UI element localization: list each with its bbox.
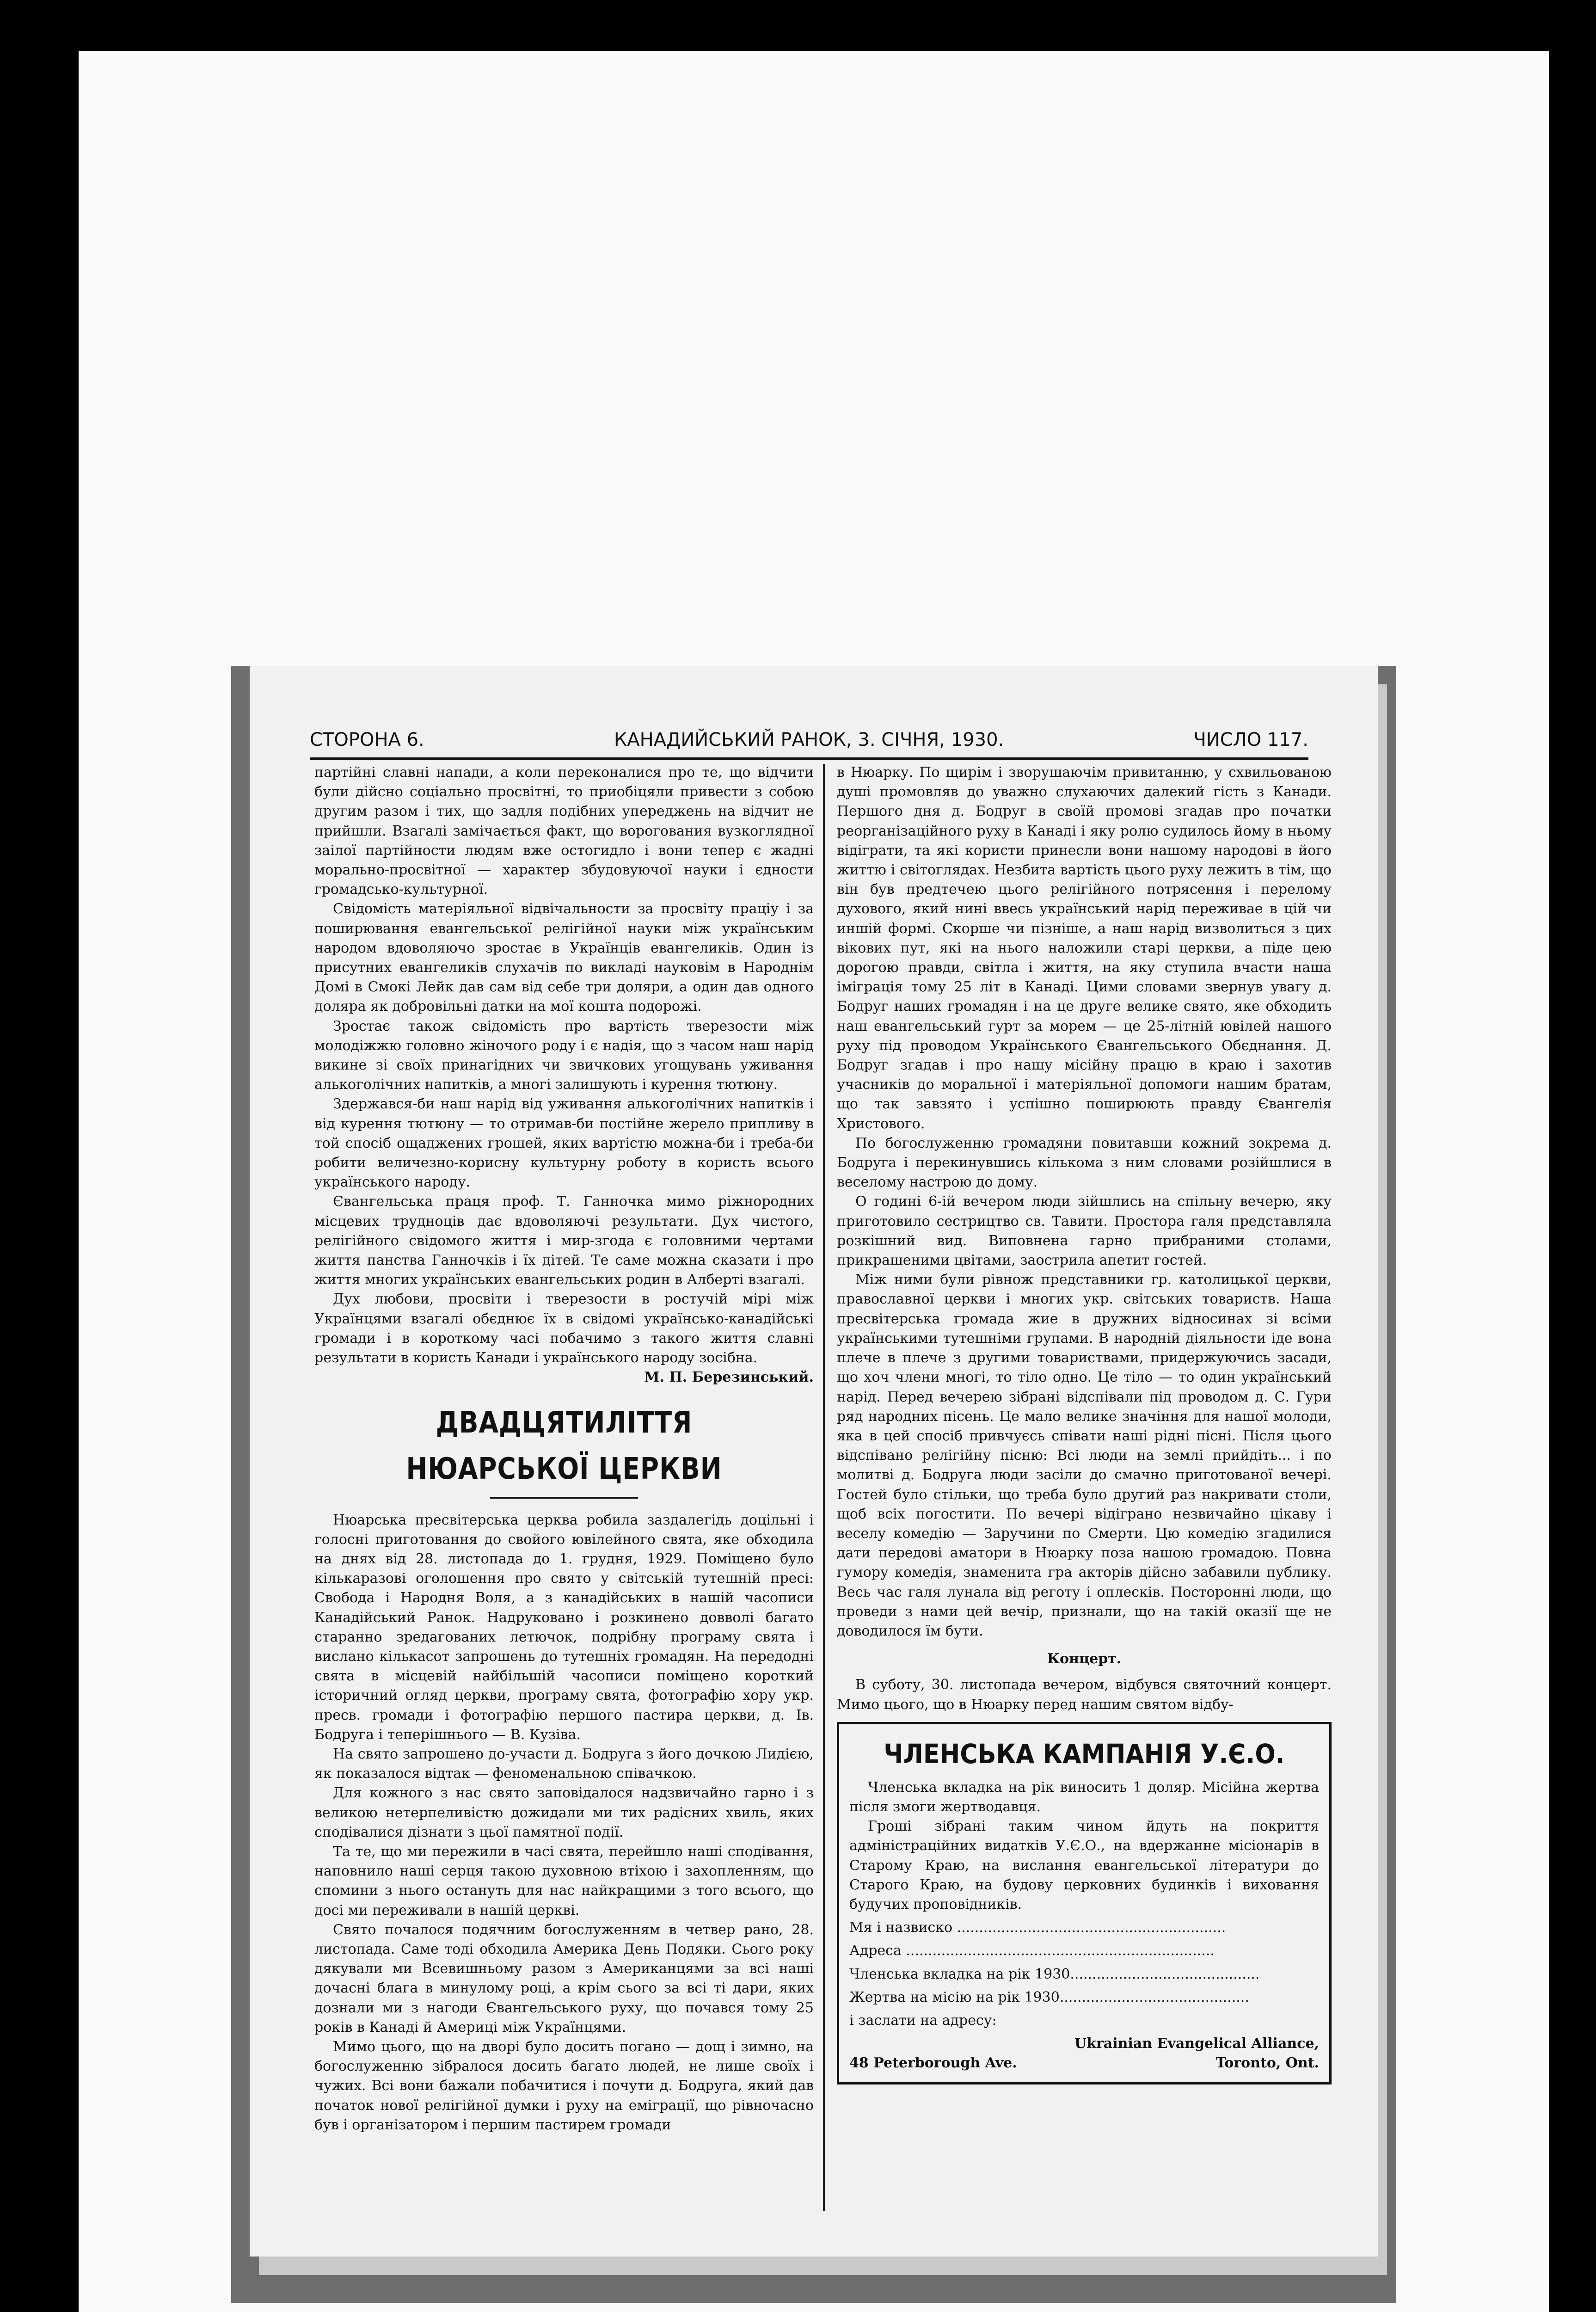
paragraph: в Нюарку. По щирім і зворушаючім привитанню, у схвильованою душі промовляв до уважно слухаючих далекий гість з Канади. Першого дня д. Бодруг в своїй промові згадав про початки реорганізаційного руху в Канаді і яку ролю судилось йому в ньому відіграти, та які користи принесли вони нашому народові в його життю і світоглядах. Незбита вартість цього руху лежить в тім, що він був предтечею цього релігійного потрясення і перелому духового, який нині ввесь український нарід переживае в цій чи иншій формі. Скорше чи пізніше, а наш нарід визволиться з цих вікових пут, які на нього наложили старі церкви, а піде цею дорогою правди, світла і життя, на яку ступила вчасти наша імігрaція тому 25 літ в Канаді. Цими словами звернув увагу д. Бодруг наших громадян і на це друге велике свято, яке обходить наш евангельський гурт за морем — це 25-літній ювілей нашого руху під проводом Українського Євангельського Обєднання. Д. Бодруг згадав і про нашу місійну працю в краю і захотив учасників до моральної і матеріяльної допомоги нашим братам, що так завзято і успішно поширюють правду Євангелія Христового.: [837, 764, 1332, 1132]
paragraph: На свято запрошено до-участи д. Бодруга з його дочкою Лидією, як показалося відтак — феноменальною співачкою.: [314, 1746, 814, 1782]
paragraph: партійні славні напади, а коли переконалися про те, що відчити були дійсно соціально просвітні, то приобіцяли привести з собою другим разом і тих, що задля подібних упереджень на відчит не прийшли. Взагалі замічається факт, що ворогования вузкоглядної заілої партійности людям вже остогидло і вони тепер є жадні морально-просвітної — характер збудовуючої науки і єдности громадсько-культурної.: [314, 764, 814, 898]
newspaper-title: КАНАДИЙСЬКИЙ РАНОК, 3. СІЧНЯ, 1930.: [614, 729, 1004, 750]
left-column: [314, 763, 814, 2135]
form-membership-line: Членська вкладка на рік 1930...........................................: [849, 1966, 1260, 1982]
paragraph: Свідомість матеріяльної відвічальности за просвіту праціу і за поширювання евангельської релігійної науки між українським народом вдоволяючо зростає в Українців евангеликів. Один із присутних евангеликів слухачів по викладі науковім в Народнім Домі в Смокі Лейк дав сам від себе три доляри, а один дав одного доляра як добровільні датки на мої кошта подорожі.: [314, 901, 814, 1015]
box-title: ЧЛЕНСЬКА КАМПАНІЯ У.Є.О.: [884, 1738, 1285, 1770]
page-header: [310, 724, 1308, 756]
membership-campaign-box: [837, 1722, 1332, 2084]
paragraph: В суботу, 30. листопада вечером, відбувся святочний концерт. Мимо цього, що в Нюарку перед нашим святом відбу-: [837, 1677, 1332, 1713]
form-send-to-line: і заслати на адресу:: [849, 2012, 997, 2029]
header-rule: [310, 757, 1308, 760]
paragraph: Нюарська пресвітерська церква робила заздалегідь доцільні і голосні приготовання до свойого ювілейного свята, яке обходила на днях від 28. листопада до 1. грудня, 1929. Поміщено було кількаразові оголошення про свято у світській тутешній пресі: Свобода і Народня Воля, а з канадійських в нашій часописи Канадійський Ранок. Надруковано і розкинено довволі багато старанно зредагованих летючок, подрібну програму свята і вислано кількасот запрошень до тутешніх громадян. На передодні свята в місцевій найбільшій часописи поміщено короткий історичний огляд церкви, програму свята, фотографію хору укр. пресв. громади і фотографію першого пастира церкви, д. Ів. Бодруга і теперішнього — В. Кузіва.: [314, 1512, 814, 1743]
paragraph: Здержався-би наш нарід від уживання алькоголічних напитків і від курення тютюну — то отримав-би постійне жерело припливу в той спосіб ощаджених грошей, яких вартістю можна-би і треба-би робити величезно-корисну культурну роботу в користь всього українського народу.: [314, 1096, 814, 1191]
column-divider: [823, 764, 825, 2211]
organization-address: [849, 2054, 1319, 2073]
section-subheading: Концерт.: [1047, 1651, 1122, 1667]
paragraph: Зростає також свідомість про вартість тверезости між молодіжжю головно жіночого роду і є надія, що з часом наш нарід викине зі своїх принагідних чи звичкових угощувань уживання алькоголічних напитків, а многі залишують і курення тютюну.: [314, 1018, 814, 1093]
paragraph: Та те, що ми пережили в часі свята, перейшло наші сподівання, наповнило наші серця такою духовною втіхою і захопленням, що спомини з нього остануть для нас найкращими з того всього, що досі ми переживали в нашій церкві.: [314, 1843, 814, 1918]
heading-rule: [490, 1497, 638, 1499]
box-paragraph: Гроші зібрані таким чином йдуть на покриття адміністраційних видатків У.Є.О., на вдержанне місіонарів в Старому Краю, на вислання евангельської літератури до Старого Краю, на будову церковних будинків і виховання будучих проповідників.: [849, 1818, 1319, 1912]
paragraph: Між ними були рівнож представники гр. католицької церкви, православної церкви і многих укр. світських товариств. Наша пресвітерська громада жие в дружних відносинах зі всіми українськими тутешніми групами. В народній діяльности іде вона плече в плече з другими товариствами, придержуючись засади, що хоч члени многі, то тіло одно. Це тіло — то один український нарід. Перед вечерею зібрані відспівали під проводом д. С. Гури ряд народних пісень. Це мало велике значіння для нашої молоди, яка в цей спосіб привчуєсь співати наші рідні пісні. Після цього відспівано релігійну пісню: Всі люди на землі прийдіть... і по молитві д. Бодруга люди засіли до смачно приготованої вечері. Гостей було стільки, що треба було другий раз накривати столи, щоб всіх погостити. По вечері відіграно незвичайно цікаву і веселу комедію — Заручини по Смерти. Цю комедію згадилися дати передові аматори в Нюарку поза нашою громадою. Повна гумору комедія, знаменита гра акторів дійсно забавили публику. Весь час галя лунала від реготу і оплесків. Посторонні люди, що проведи з нами цей вечір, признали, що на такій оказії ще не доводилося їм бути.: [837, 1272, 1332, 1639]
paragraph: Для кожного з нас свято заповідалося надзвичайно гарно і з великою нетерпеливістю дожидали ми тих радісних хвиль, яких сподівалися дізнати з цьої памятної події.: [314, 1785, 814, 1840]
issue-number: ЧИСЛО 117.: [1193, 729, 1308, 750]
form-name-line: Мя і назвиско .............................................................: [849, 1919, 1226, 1936]
paragraph: Мимо цього, що на дворі було досить погано — дощ і зимно, на богослуженню зібралося досить багато людей, не лише своїх і чужих. Всі вони бажали побачитися і почути д. Бодруга, який дав початок нової релігійної думки і руху на еміграції, що рівночасно був і організатором і першим пастирем громади: [314, 2038, 814, 2133]
paragraph: Дух любови, просвіти і тверезости в ростучій мірі між Українцями взагалі обєднює їх в свідомі українсько-канадійські громади і в короткому часі побачимо з такого життя славні результати в користь Канади і українського народу зосібна.: [314, 1291, 814, 1366]
right-column: [837, 763, 1332, 2084]
page-number: СТОРОНА 6.: [310, 729, 424, 750]
author-signature: М. П. Березинський.: [644, 1369, 814, 1386]
article-heading: ДВАДЦЯТИЛІТТЯ НЮАРСЬКОЇ ЦЕРКВИ: [406, 1405, 722, 1486]
paragraph: О годині 6-ій вечером люди зійшлись на спільну вечерю, яку приготовило сестрицтво св. Тавити. Простора галя представляла розкішний вид. Виповнена гарно прибраними столами, прикрашеними цвітами, заострила апетит гостей.: [837, 1193, 1332, 1269]
form-donation-line: Жертва на місію на рік 1930...........................................: [849, 1989, 1249, 2005]
paragraph: Євангельська праця проф. Т. Ганночка мимо ріжнородних місцевих трудноців дає вдоволяючі результати. Дух чистого, релігійного свідомого життя і мир-згода є головними чертами життя панства Ганночків і їх дітей. Те саме можна сказати і про життя многих українських евангельських родин в Алберті взагалі.: [314, 1193, 814, 1288]
paragraph: Свято почалося подячним богослуженням в четвер рано, 28. листопада. Саме тоді обходила Америка День Подяки. Сього року дякували ми Всевишньому разом з Американцями за всі наші дочасні блага в минулому році, а крім сього за всі ті дари, яких дознали ми з нагоди Євангельського руху, що почався тому 25 років в Канаді й Америці між Українцями.: [314, 1921, 814, 2035]
street-address: 48 Peterborough Ave.: [849, 2055, 1017, 2072]
form-address-line: Адреса ......................................................................: [849, 1943, 1215, 1959]
box-paragraph: Членська вкладка на рік виносить 1 доляр. Місійна жертва після змоги жертводавця.: [849, 1779, 1319, 1815]
paragraph: По богослуженню громадяни повитавши кожний зокрема д. Бодруга і перекинувшись кількома з ним словами розійшлися в веселому настрою до дому.: [837, 1135, 1332, 1191]
city-address: Toronto, Ont.: [1215, 2055, 1319, 2072]
newspaper-page: [250, 666, 1378, 2257]
organization-name: Ukrainian Evangelical Alliance,: [1074, 2035, 1319, 2052]
